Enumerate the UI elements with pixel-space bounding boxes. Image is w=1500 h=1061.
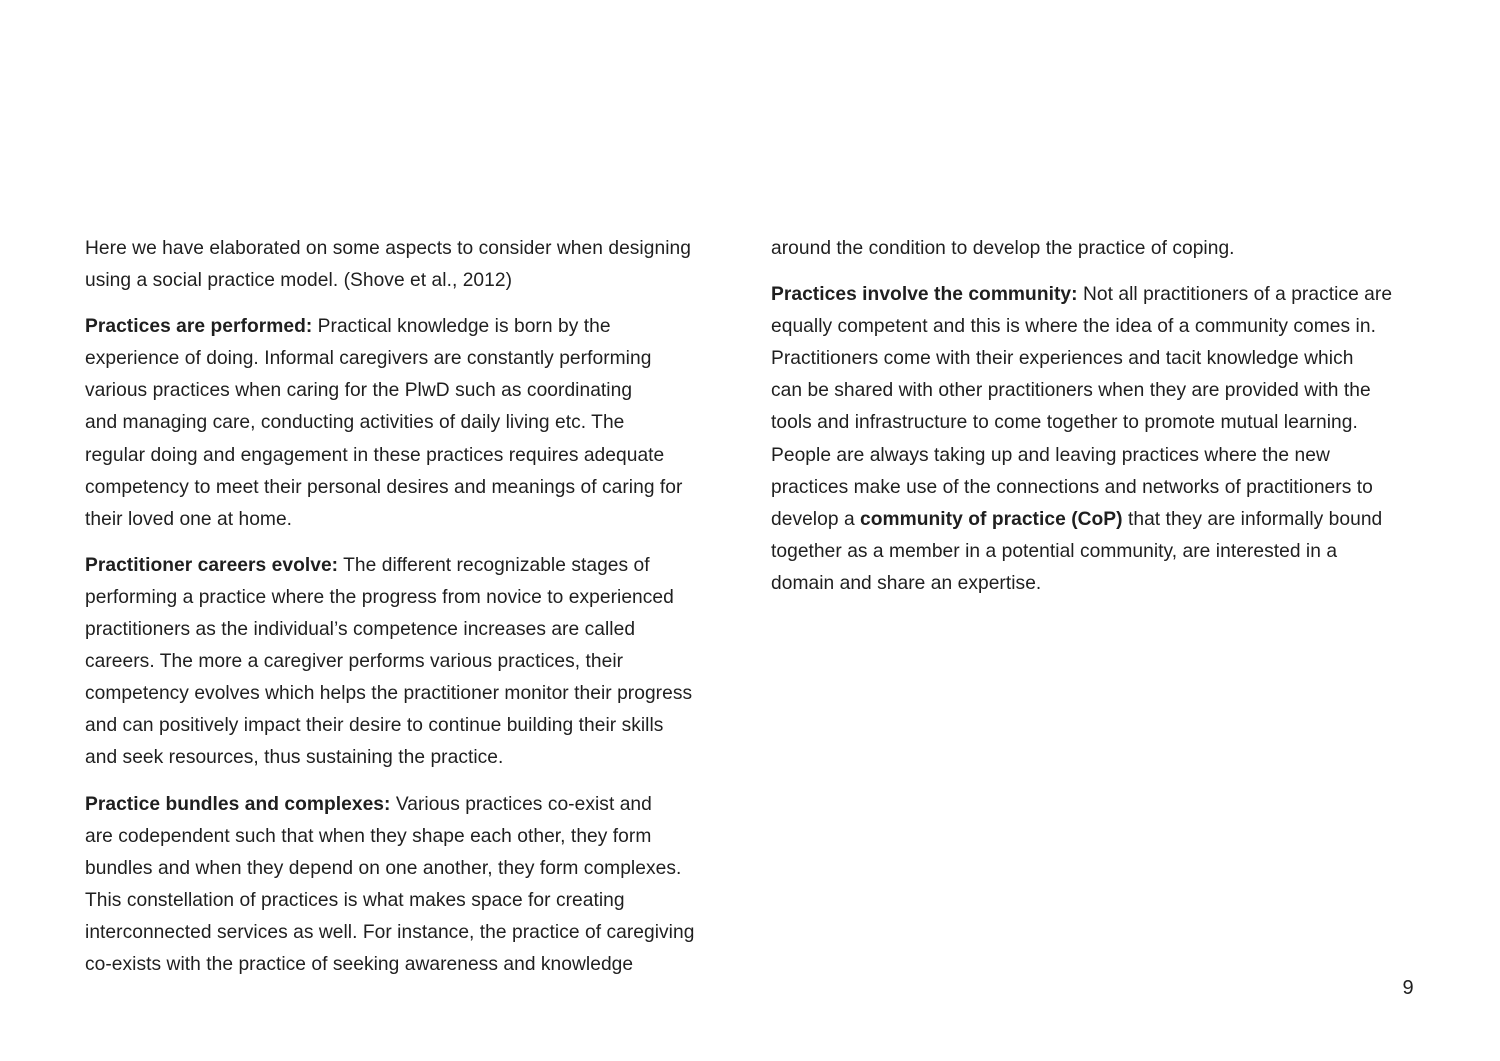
text-line: regular doing and engagement in these practices requires adequate [85, 444, 665, 466]
intro-paragraph [85, 233, 735, 297]
community-paragraph [771, 279, 1421, 600]
text-line [771, 504, 1421, 536]
text-line: and can positively impact their desire to continue building their skills [85, 715, 664, 737]
text-line: domain and share an expertise. [771, 572, 1042, 594]
text-fragment: that they are informally bound [1122, 508, 1383, 530]
text-line: together as a member in a potential community, are interested in a [771, 540, 1338, 562]
text-line: around the condition to develop the practice of coping. [771, 238, 1235, 259]
community-heading: Practices involve the community: [771, 284, 1078, 306]
text-fragment: develop a [771, 508, 861, 530]
text-line: Here we have elaborated on some aspects to consider when designing [85, 238, 691, 259]
text-line: experience of doing. Informal caregivers are constantly performing [85, 348, 652, 370]
text-line: can be shared with other practitioners when they are provided with the [771, 380, 1371, 402]
careers-paragraph [85, 550, 735, 775]
text-line [85, 789, 735, 821]
text-line: their loved one at home. [85, 508, 293, 530]
continuation-paragraph [771, 233, 1421, 265]
bundles-paragraph [85, 789, 735, 982]
text-fragment: The different recognizable stages of [338, 554, 650, 576]
text-line: competency evolves which helps the practitioner monitor their progress [85, 683, 693, 705]
text-line [771, 279, 1421, 311]
text-line: This constellation of practices is what makes space for creating [85, 889, 625, 911]
text-line: and managing care, conducting activities of daily living etc. The [85, 412, 625, 434]
text-line: competency to meet their personal desires and meanings of caring for [85, 476, 683, 498]
text-fragment: Various practices co-exist and [390, 793, 652, 815]
text-line: tools and infrastructure to come together to promote mutual learning. [771, 412, 1358, 434]
bundles-heading: Practice bundles and complexes: [85, 793, 391, 815]
text-line: performing a practice where the progress from novice to experienced [85, 586, 674, 608]
text-line: practices make use of the connections and networks of practitioners to [771, 476, 1373, 498]
careers-heading: Practitioner careers evolve: [85, 554, 339, 576]
text-fragment: Not all practitioners of a practice are [1077, 284, 1393, 306]
text-line [85, 311, 735, 343]
text-line: are codependent such that when they shape each other, they form [85, 825, 652, 847]
performed-heading: Practices are performed: [85, 316, 313, 338]
text-line: interconnected services as well. For instance, the practice of caregiving [85, 921, 695, 943]
text-line: equally competent and this is where the idea of a community comes in. [771, 316, 1376, 338]
text-line: bundles and when they depend on one another, they form complexes. [85, 857, 682, 879]
page-number: 9 [1402, 977, 1414, 999]
text-line: co-exists with the practice of seeking awareness and knowledge [85, 953, 634, 975]
text-line: careers. The more a caregiver performs various practices, their [85, 651, 624, 673]
text-line: various practices when caring for the PlwD such as coordinating [85, 380, 633, 402]
text-fragment: Practical knowledge is born by the [312, 316, 611, 338]
text-line: using a social practice model. (Shove et al., 2012) [85, 270, 513, 292]
cop-term: community of practice (CoP) [860, 508, 1123, 530]
performed-paragraph [85, 311, 735, 536]
text-line [85, 550, 735, 582]
right-column [771, 233, 1421, 614]
text-line: and seek resources, thus sustaining the practice. [85, 747, 504, 769]
text-line: People are always taking up and leaving practices where the new [771, 444, 1330, 466]
text-line: Practitioners come with their experiences and tacit knowledge which [771, 348, 1354, 370]
text-line: practitioners as the individual’s competence increases are called [85, 619, 636, 641]
left-column [85, 233, 735, 995]
